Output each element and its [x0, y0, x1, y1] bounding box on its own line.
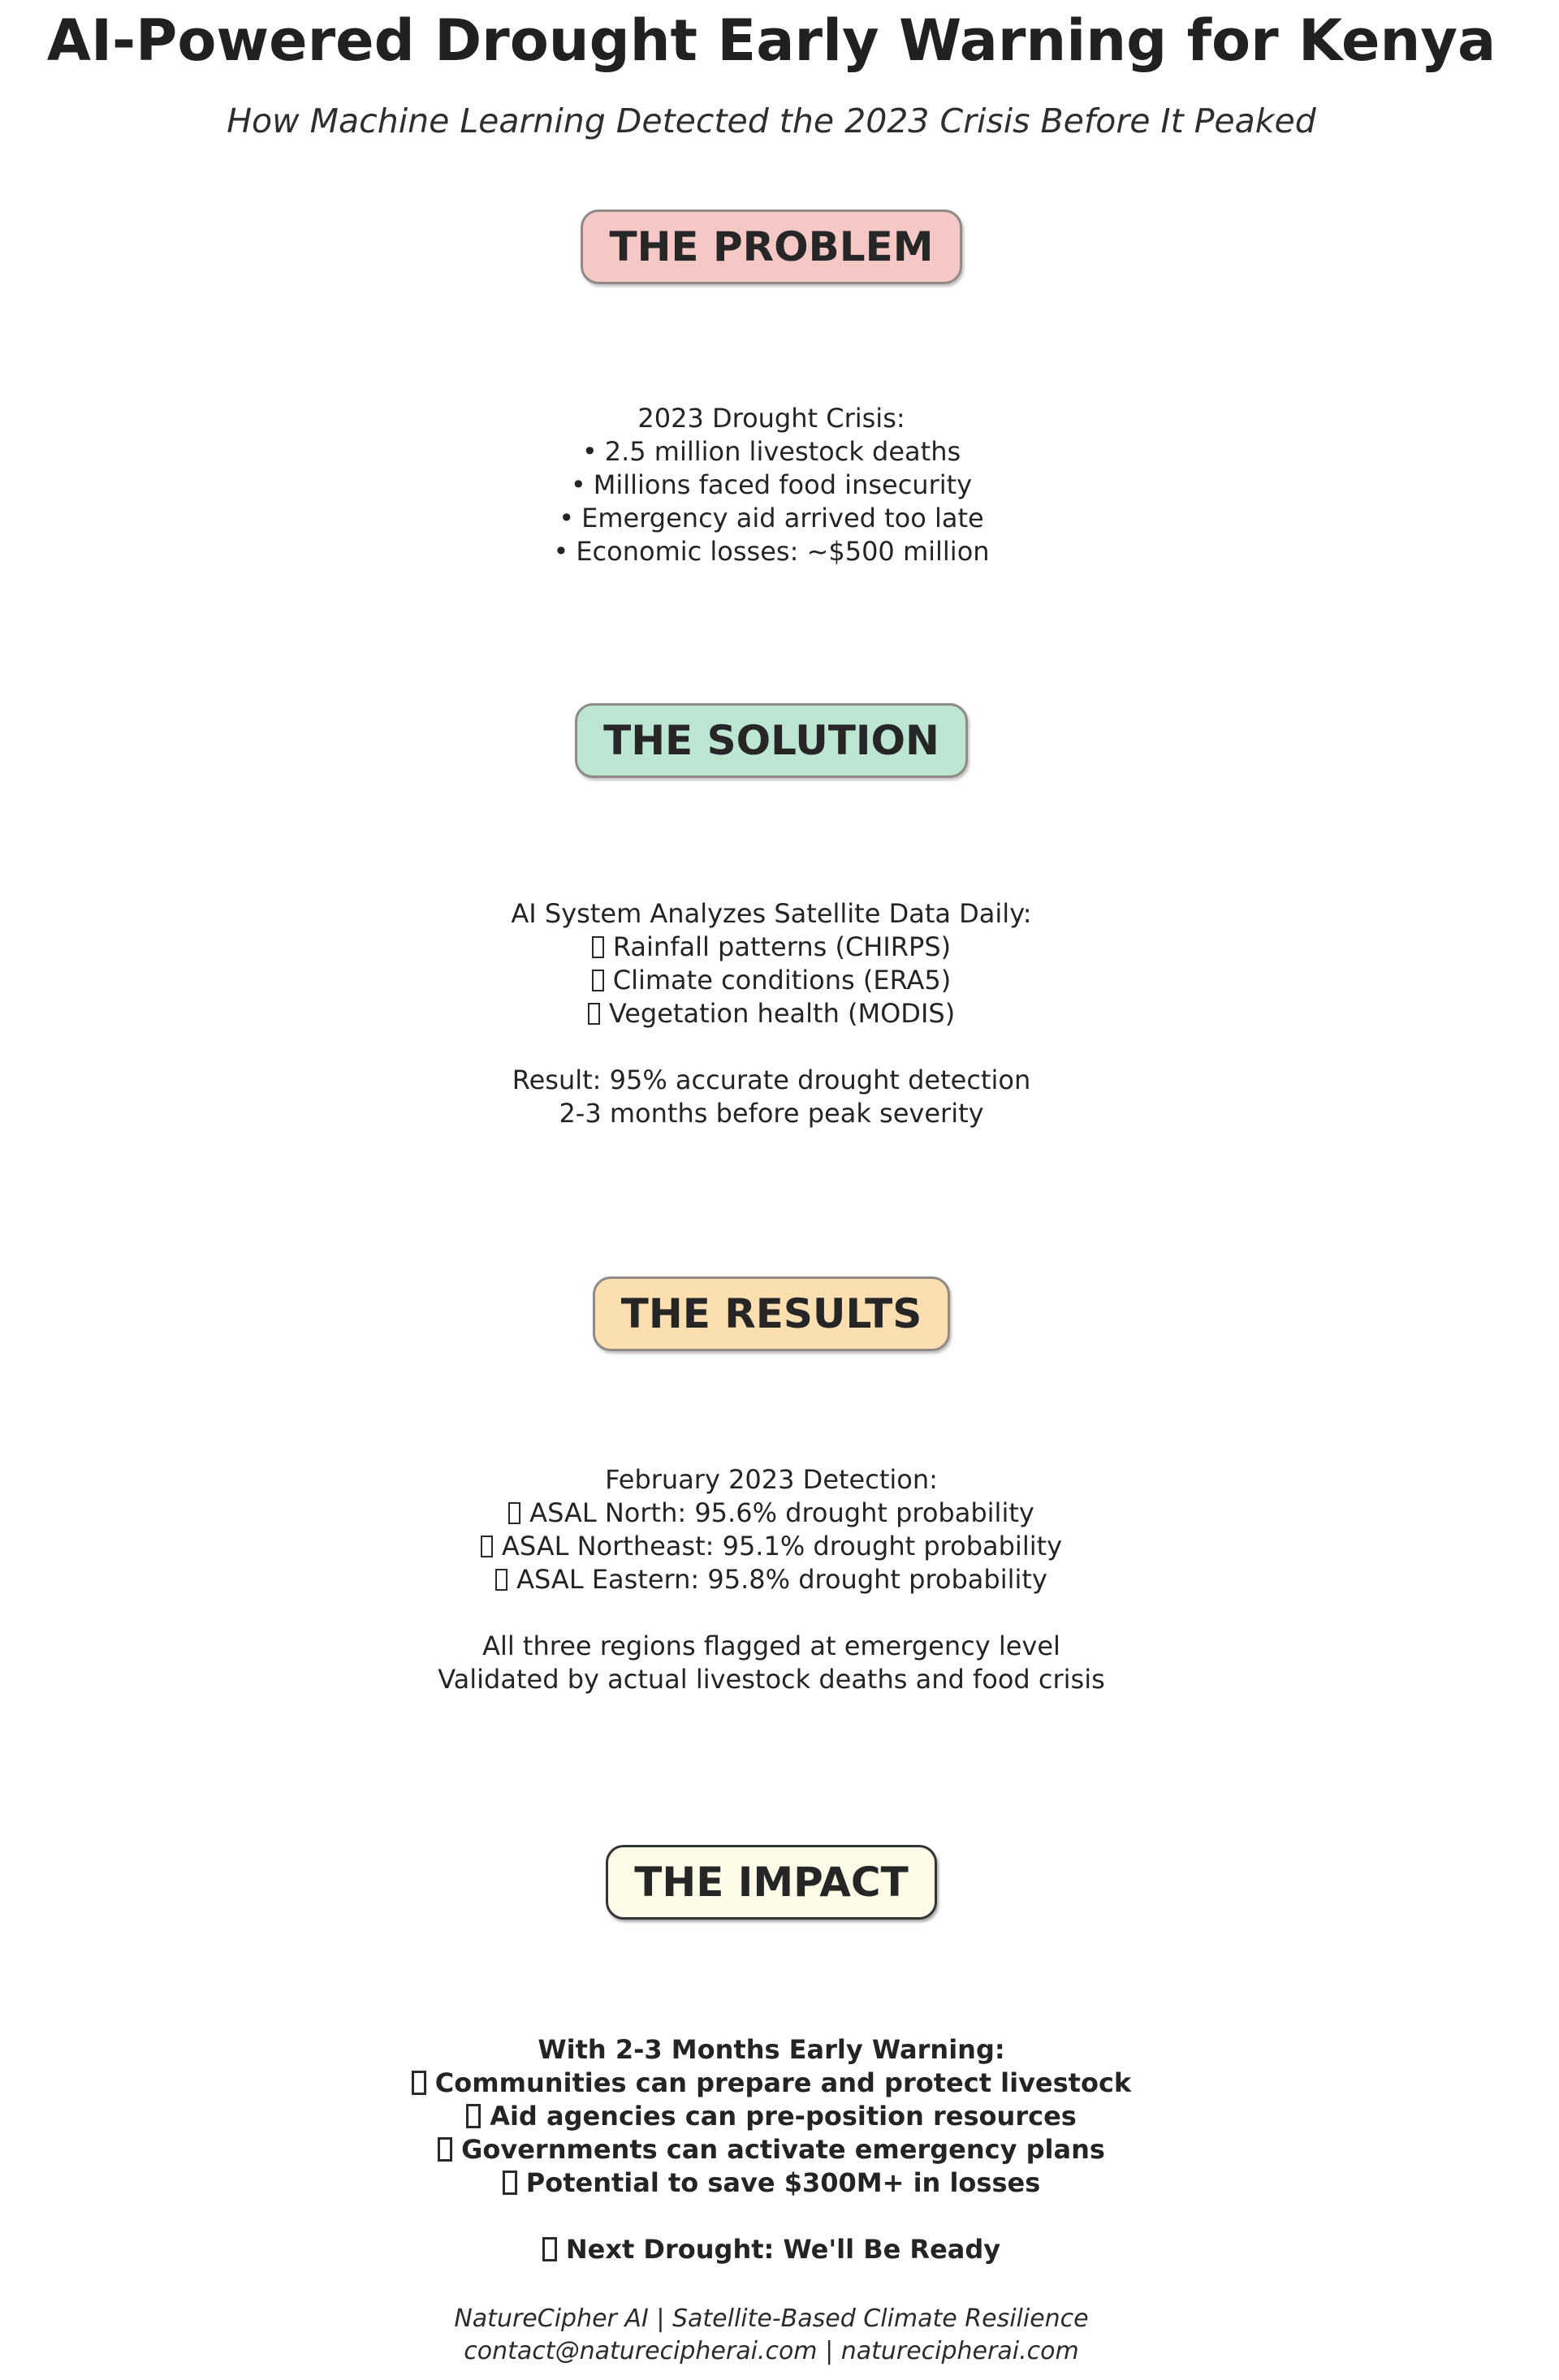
- footer-contact-line: contact@naturecipherai.com | naturecipherai.com: [464, 2337, 1079, 2365]
- solution-item: [0, 997, 1543, 1030]
- missing-glyph-icon: [481, 1536, 493, 1557]
- impact-item-text: Aid agencies can pre-position resources: [490, 2101, 1077, 2132]
- page-title: AI-Powered Drought Early Warning for Kenya: [46, 7, 1496, 74]
- problem-bullet-item: [0, 502, 1543, 535]
- impact-closing-text: Next Drought: We'll Be Ready: [565, 2234, 1001, 2265]
- solution-badge: THE SOLUTION: [575, 703, 968, 778]
- missing-glyph-icon: [592, 970, 604, 991]
- solution-heading: AI System Analyzes Satellite Data Daily:: [511, 898, 1032, 929]
- problem-bullet-text: Emergency aid arrived too late: [581, 503, 984, 533]
- missing-glyph-icon: [412, 2071, 426, 2095]
- spacer-line: [0, 1596, 1543, 1630]
- problem-heading: 2023 Drought Crisis:: [637, 403, 905, 434]
- missing-glyph-icon: [438, 2137, 452, 2162]
- impact-badge-row: [0, 1845, 1543, 1920]
- missing-glyph-icon: [466, 2104, 481, 2128]
- bullet-icon: •: [553, 536, 569, 567]
- impact-item: [0, 2133, 1543, 2166]
- results-item: [0, 1530, 1543, 1563]
- problem-bullet-item: [0, 535, 1543, 568]
- problem-bullet-text: Economic losses: ~$500 million: [576, 536, 990, 567]
- bullet-icon: •: [570, 469, 586, 500]
- impact-item: [0, 2100, 1543, 2133]
- impact-badge: THE IMPACT: [606, 1845, 936, 1920]
- missing-glyph-icon: [592, 936, 604, 958]
- results-item-text: ASAL Northeast: 95.1% drought probability: [501, 1531, 1063, 1561]
- problem-badge: THE PROBLEM: [581, 209, 961, 284]
- missing-glyph-icon: [588, 1003, 600, 1025]
- impact-item: [0, 2166, 1543, 2200]
- problem-bullet-text: Millions faced food insecurity: [593, 469, 973, 500]
- results-badge-row: [0, 1276, 1543, 1351]
- spacer-line: [0, 2200, 1543, 2233]
- solution-text-block: [0, 897, 1543, 1130]
- missing-glyph-icon: [495, 1569, 507, 1591]
- problem-bullet-text: 2.5 million livestock deaths: [604, 436, 961, 467]
- bullet-icon: •: [581, 436, 598, 467]
- impact-closing-line: [0, 2233, 1543, 2266]
- solution-item: [0, 931, 1543, 964]
- impact-item: [0, 2067, 1543, 2100]
- impact-item-text: Communities can prepare and protect livestock: [434, 2067, 1132, 2098]
- problem-badge-row: [0, 209, 1543, 284]
- impact-item-text: Governments can activate emergency plans: [461, 2134, 1105, 2165]
- results-heading: February 2023 Detection:: [605, 1464, 938, 1495]
- solution-item-text: Rainfall patterns (CHIRPS): [612, 931, 952, 962]
- solution-result-line: Result: 95% accurate drought detection: [512, 1065, 1031, 1095]
- missing-glyph-icon: [542, 2237, 557, 2261]
- results-summary-line: All three regions flagged at emergency level: [482, 1631, 1060, 1661]
- results-item: [0, 1563, 1543, 1596]
- solution-item-text: Climate conditions (ERA5): [612, 965, 952, 996]
- problem-bullet-item: [0, 435, 1543, 469]
- missing-glyph-icon: [508, 1502, 520, 1524]
- impact-text-block: [0, 2033, 1543, 2266]
- results-badge: THE RESULTS: [593, 1276, 950, 1351]
- solution-item-text: Vegetation health (MODIS): [608, 998, 956, 1029]
- problem-text-block: [0, 402, 1543, 568]
- bullet-icon: •: [559, 503, 575, 533]
- footer: [0, 2303, 1543, 2368]
- problem-bullet-item: [0, 469, 1543, 502]
- missing-glyph-icon: [503, 2171, 517, 2195]
- page-subtitle: How Machine Learning Detected the 2023 Crisis Before It Peaked: [227, 102, 1316, 140]
- results-text-block: [0, 1463, 1543, 1696]
- solution-badge-row: [0, 703, 1543, 778]
- solution-item: [0, 964, 1543, 997]
- results-summary-line: Validated by actual livestock deaths and food crisis: [438, 1664, 1105, 1695]
- results-item-text: ASAL North: 95.6% drought probability: [529, 1497, 1034, 1528]
- footer-org-line: NatureCipher AI | Satellite-Based Climate Resilience: [454, 2304, 1089, 2333]
- solution-result-line: 2-3 months before peak severity: [559, 1098, 984, 1129]
- spacer-line: [0, 1030, 1543, 1064]
- impact-heading: With 2-3 Months Early Warning:: [538, 2034, 1005, 2065]
- impact-item-text: Potential to save $300M+ in losses: [525, 2167, 1041, 2198]
- results-item-text: ASAL Eastern: 95.8% drought probability: [516, 1564, 1047, 1595]
- results-item: [0, 1497, 1543, 1530]
